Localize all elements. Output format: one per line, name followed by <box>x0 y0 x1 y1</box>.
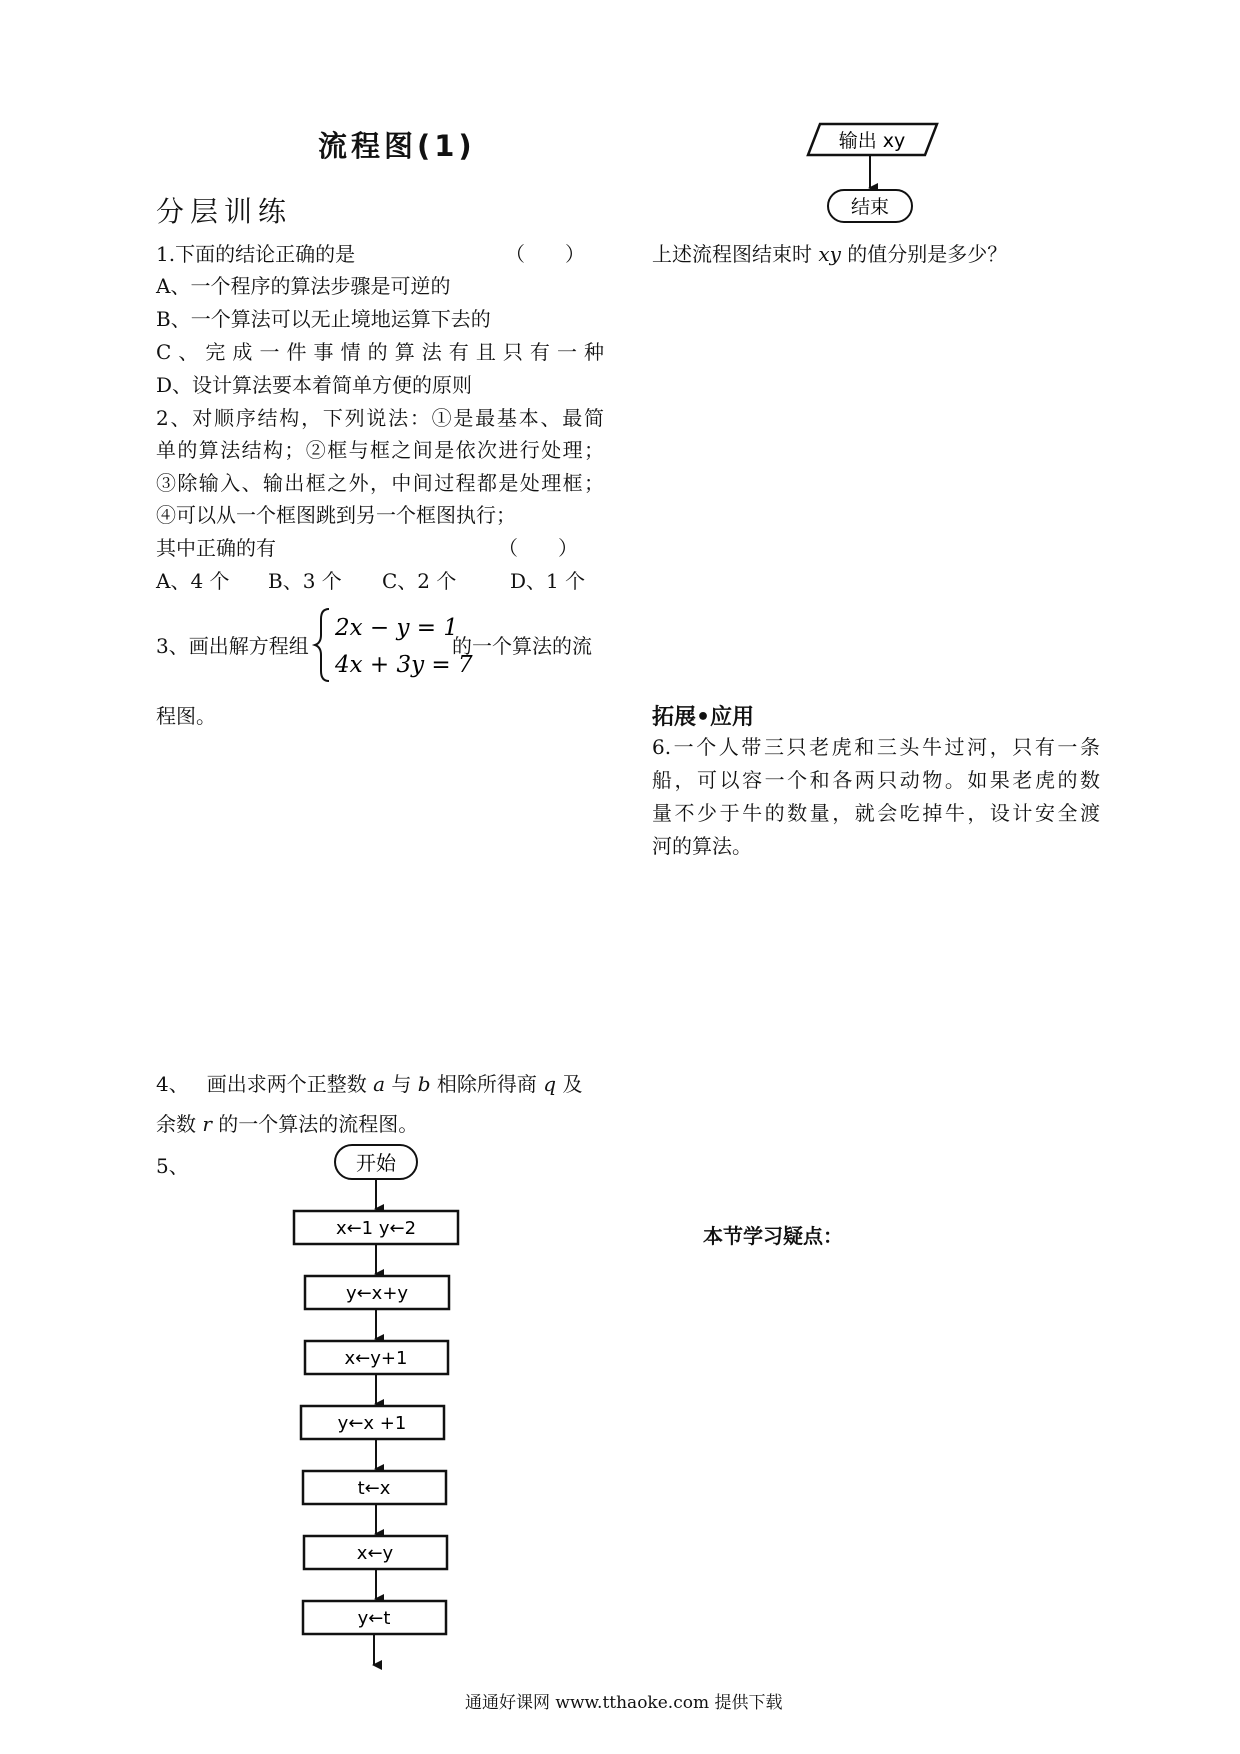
q4-var-a: a <box>373 1072 386 1096</box>
q4-text-f: 的一个算法的流程图。 <box>218 1112 419 1136</box>
q4-var-q: q <box>543 1072 557 1096</box>
q5-question-a: 上述流程图结束时 <box>652 242 812 266</box>
footer-text: 通通好课网 www.tthaoke.com 提供下载 <box>465 1693 783 1713</box>
q2-line-3: ③除输入、输出框之外，中间过程都是处理框； <box>156 471 604 495</box>
study-doubt-label: 本节学习疑点： <box>703 1224 843 1248</box>
process-label-4: y←x +1 <box>337 1413 407 1434</box>
q1-option-b: B、一个算法可以无止境地运算下去的 <box>156 307 491 331</box>
q4-text-c: 相除所得商 <box>436 1072 537 1096</box>
q2-answer-paren: （ ） <box>498 536 578 560</box>
q2-line-4: ④可以从一个框图跳到另一个框图执行； <box>156 503 516 527</box>
q4-var-r: r <box>202 1112 212 1136</box>
q6-line-3: 量不少于牛的数量，就会吃掉牛，设计安全渡 <box>652 801 1100 825</box>
process-label-1: x←1 y←2 <box>335 1218 417 1239</box>
q2-option-d: D、1 个 <box>510 569 586 593</box>
process-label-3: x←y+1 <box>344 1348 408 1369</box>
process-label-5: t←x <box>357 1478 391 1499</box>
q6-line-1: 6.一个人带三只老虎和三头牛过河，只有一条 <box>652 735 1100 759</box>
process-label-6: x←y <box>356 1543 394 1564</box>
q6-line-2: 船，可以容一个和各两只动物。如果老虎的数 <box>652 768 1100 792</box>
q1-stem: 1.下面的结论正确的是 <box>156 242 356 266</box>
q5-question <box>652 241 1007 267</box>
q5-question-b: 的值分别是多少？ <box>847 242 1008 266</box>
q3-eq1: 2x − y = 1 <box>335 615 459 641</box>
q3-eq2: 4x + 3y = 7 <box>335 652 473 678</box>
q2-line-1: 2、对顺序结构，下列说法：①是最基本、最简 <box>156 406 604 430</box>
process-label-7: y←t <box>357 1608 391 1629</box>
page-title: 流程图(1) <box>318 129 476 163</box>
q5-question-var: xy <box>818 242 841 266</box>
q2-last-line: 其中正确的有 <box>156 536 276 560</box>
q2-option-a: A、4 个 <box>156 569 230 593</box>
q4-number: 4、 <box>156 1072 189 1096</box>
q4-text-d: 及 <box>562 1072 583 1096</box>
q1-answer-paren: （ ） <box>505 242 585 266</box>
q2-line-2: 单的算法结构；②框与框之间是依次进行处理； <box>156 438 604 462</box>
process-label-2: y←x+y <box>345 1283 409 1304</box>
end-label: 结束 <box>850 196 890 218</box>
extension-heading: 拓展•应用 <box>652 705 755 730</box>
q6-line-4: 河的算法。 <box>652 834 752 858</box>
q2-option-b: B、3 个 <box>268 569 342 593</box>
output-label: 输出 xy <box>838 130 906 152</box>
q4-text-e: 余数 <box>156 1112 196 1136</box>
q4-var-b: b <box>417 1072 431 1096</box>
section-heading: 分层训练 <box>156 195 293 228</box>
q1-option-c: C、完成一件事情的算法有且只有一种 <box>156 340 604 364</box>
q4-text-b: 与 <box>391 1072 412 1096</box>
q1-option-d: D、设计算法要本着简单方便的原则 <box>156 373 473 397</box>
q4-text-a: 画出求两个正整数 <box>206 1072 367 1096</box>
q5-number: 5、 <box>156 1154 189 1178</box>
q3-prefix: 3、画出解方程组 <box>156 634 309 658</box>
q2-option-c: C、2 个 <box>382 569 457 593</box>
start-label: 开始 <box>356 1151 396 1175</box>
q3-continuation: 程图。 <box>156 704 216 728</box>
q3-suffix: 的一个算法的流 <box>452 634 592 658</box>
q1-option-a: A、一个程序的算法步骤是可逆的 <box>156 274 451 298</box>
